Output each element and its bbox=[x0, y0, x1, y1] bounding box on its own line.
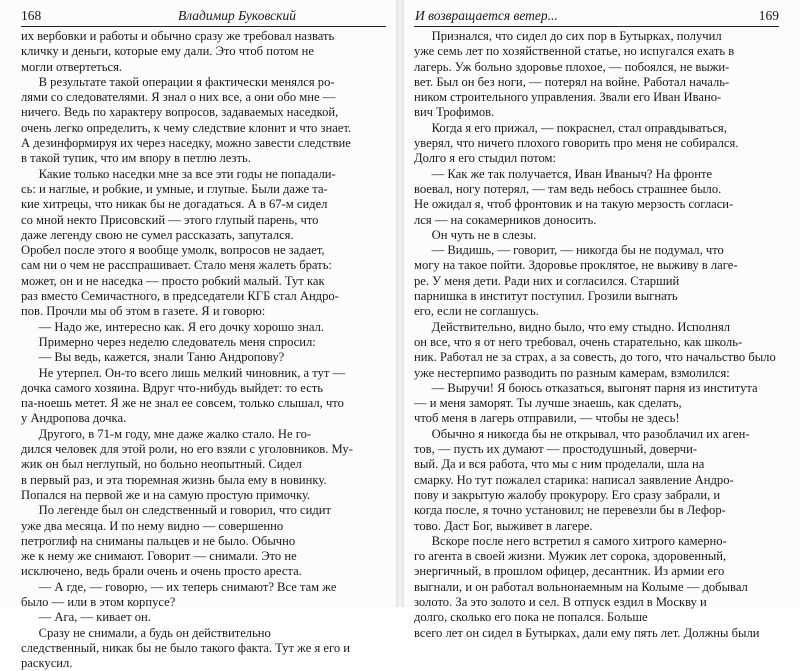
paragraph: Признался, что сидел до сих пор в Бутырках, получил уже семь лет по хозяйственной статье, но испугался ехать в лагерь. Уж больно здоровье плохое, — побоялся, не выжи- вет. Был он без ноги, — потерял на войне. Работал началь- ником строительного управления. Звали его Иван Ивано- вич Трофимов. bbox=[414, 29, 735, 120]
paragraph: В результате такой операции я фактически менялся ро- лями со следователями. Я знал о них все, а они обо мне — ничего. Ведь по характеру вопросов, задаваемых наседкой, очень легко определить, к чему следствие клонит и что знает. А дезинформируя их через наседку, можно завести следствие в такой тупик, что им впору в петлю лезть. bbox=[21, 74, 352, 166]
paragraph: — Выручи! Я боюсь отказаться, выгонят парня из института — и меня заморят. Ты лучше знаешь, как сделать, чтоб меня в лагерь отправили, — чтобы не здесь! bbox=[414, 380, 758, 426]
paragraph: Когда я его прижал, — покраснел, стал оправдываться, уверял, что ничего плохого говорить про меня не собирался. Долго я его стыдил потом: bbox=[414, 120, 739, 166]
paragraph: Примерно через неделю следователь меня спросил: bbox=[38, 334, 316, 349]
paragraph: Не утерпел. Он-то всего лишь мелкий чиновник, а тут — дочка самого хозяина. Вдруг что-нибудь выйдет: то есть па-ноешь метет. Я же не знал ее совсем, только слышал, что у Андропова дочка. bbox=[21, 365, 346, 426]
right-page bbox=[414, 6, 779, 641]
right-page-header bbox=[414, 6, 779, 27]
paragraph: Он чуть не в слезы. bbox=[431, 227, 537, 242]
paragraph: Другого, в 71-м году, мне даже жалко стало. Не го- дился человек для этой роли, но его взяли с уголовников. Му- жик он был неглупый, но больно неопытный. Сидел в первый раз, и эта тюремная жизнь была ему в новинку. Попался на первой же и на самую простую примочку. bbox=[21, 426, 353, 502]
running-head-title: И возвращается ветер... bbox=[415, 8, 558, 23]
left-page bbox=[21, 6, 386, 671]
paragraph: — Надо же, интересно как. Я его дочку хорошо знал. bbox=[38, 319, 325, 334]
paragraph: — Вы ведь, кажется, знали Таню Андропову? bbox=[38, 350, 285, 365]
paragraph: Действительно, видно было, что ему стыдно. Исполнял он все, что я от него требовал, очень старательно, как школь- ник. Работал не за страх, а за совесть, до того, что начальство было уже нестерпимо разводить по разным камерам, взмолился: bbox=[414, 319, 776, 380]
book-gutter bbox=[396, 0, 404, 607]
paragraph: Какие только наседки мне за все эти годы не попадали- сь: и наглые, и робкие, и умные, и глупые. Были даже та- кие хитрецы, что никак бы не догадаться. А в 67-м сидел со мной некто Присовский — этого глупый парень, что даже легенду свою не сумел рассказать, запутался. Оробел после этого я вообще умолк, вопросов не задает, сам ни о чем не расспрашивает. Стало меня жалеть брать: может, он и не наседка — просто робкий малый. Тут как раз вместо Семичастного, в председатели КГБ стал Андро- пов. Прочли мы об этом в газете. Я и говорю: bbox=[21, 166, 339, 319]
page-number-right: 169 bbox=[758, 8, 779, 23]
paragraph: Вскоре после него встретил я самого хитрого камерно- го агента в своей жизни. Мужик лет сорока, здоровенный, энергичный, в прошлом офицер, десантник. Из армии его выгнали, и он работал вольнонаемным на Колыме — добывал золото. За это золото и сел. В отпуск ездил в Москву и долго, сколько его пока не попался. Больше всего лет он сидел в Бутырках, дали ему пять лет. Должны были bbox=[414, 533, 760, 640]
left-page-header bbox=[21, 6, 386, 27]
paragraph: — Как же так получается, Иван Иваныч? На фронте воевал, ногу потерял, — там ведь небось страшнее было. Не ожидал я, чтоб фронтовик и на такую мерзость согласи- лся — на сокамерников доносить. bbox=[414, 166, 734, 227]
paragraph: — Видишь, — говорит, — никогда бы не подумал, что могу на такое пойти. Здоровье проклятое, не выживу в лаге- ре. У меня дети. Ради них и согласился. Старший парнишка в институт поступил. Грозили выгнать его, если не соглашусь. bbox=[414, 243, 738, 319]
paragraph: Сразу не снимали, а будь он действительно следственный, никак бы не было такого факта. Тут же я его и раскусил. bbox=[21, 625, 351, 671]
paragraph: По легенде был он следственный и говорил, что сидит уже два месяца. И по нему видно — совершенно петроглиф на сниманы пальцев и не было. Обычно же к нему же снимают. Говорит — снимали. Это не исключено, ведь брали очень и очень просто ареста. bbox=[21, 503, 331, 579]
paragraph: их вербовки и работы и обычно сразу же требовал назвать кличку и деньги, которые ему дали. Это чтоб потом не могли отвертеться. bbox=[21, 29, 335, 74]
right-page-text bbox=[414, 29, 779, 641]
paragraph: Обычно я никогда бы не открывал, что разоблачил их аген- тов, — пусть их думают — простодушный, доверчи- вый. Да и вся работа, что мы с ним проделали, шла на смарку. Но тут пожалел старика: написал заявление Андро- пову и закрытую жалобу прокурору. Его сразу забрали, и когда после, я точно установил; не перевезли бы в Лефор- тово. Даст Бог, выживет в лагере. bbox=[414, 426, 750, 533]
left-page-text bbox=[21, 29, 386, 671]
running-head-author: Владимир Буковский bbox=[178, 8, 296, 23]
paragraph: — А где, — говорю, — их теперь снимают? Все там же было — или в этом корпусе? bbox=[21, 579, 337, 609]
page-number-left: 168 bbox=[21, 8, 42, 23]
paragraph: — Ага, — кивает он. bbox=[38, 610, 151, 625]
